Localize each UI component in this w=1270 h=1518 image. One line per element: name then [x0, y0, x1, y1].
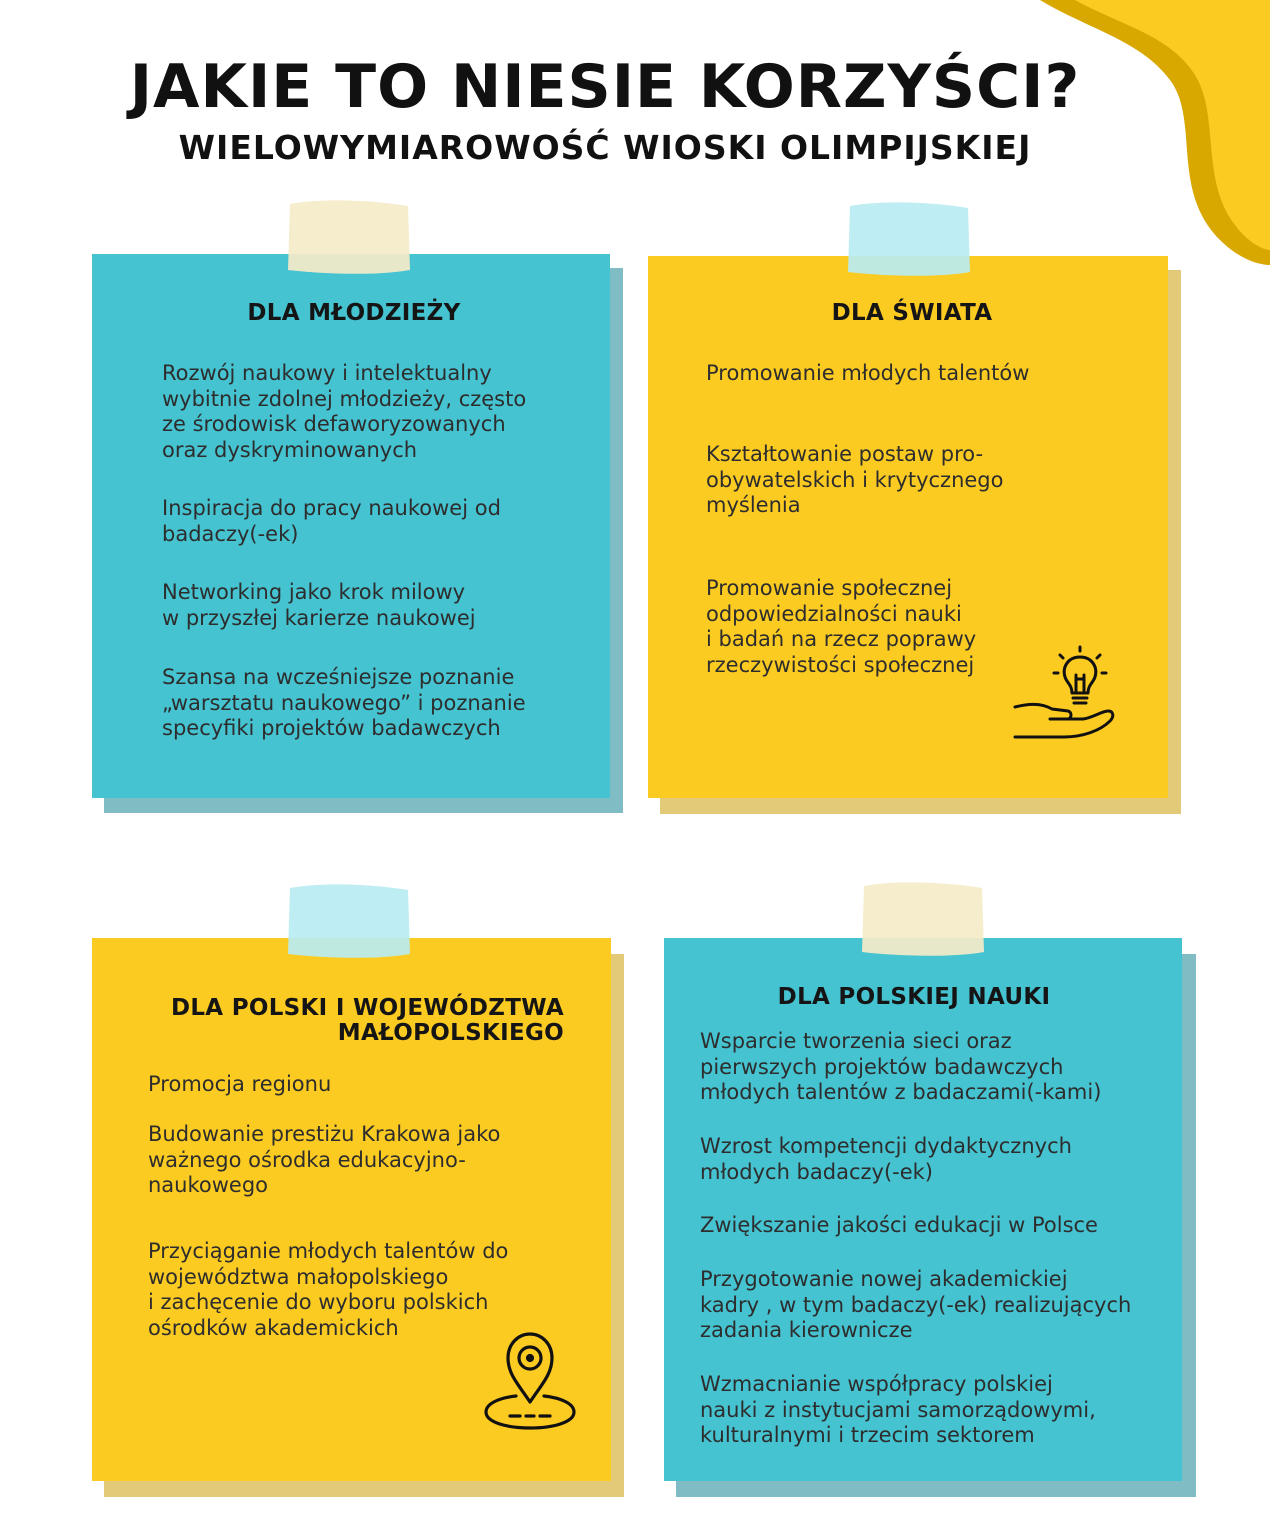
list-item: Budowanie prestiżu Krakowa jako ważnego ośrodka edukacyjno- naukowego: [148, 1122, 501, 1197]
hand-lightbulb-icon: [1010, 645, 1120, 745]
card-title: DLA POLSKIEJ NAUKI: [777, 984, 1051, 1010]
card-title: DLA MŁODZIEŻY: [247, 300, 461, 326]
card-title: DLA POLSKI I WOJEWÓDZTWA MAŁOPOLSKIEGO: [170, 995, 564, 1046]
tape-strip: [842, 200, 976, 280]
page-title: JAKIE TO NIESIE KORZYŚCI?: [129, 52, 1081, 122]
list-item: Rozwój naukowy i intelektualny wybitnie zdolnej młodzieży, często ze środowisk defaworyzowanych oraz dyskryminowanych: [162, 361, 527, 462]
location-pin-icon: [480, 1332, 580, 1432]
list-item: Wzmacnianie współpracy polskiej nauki z instytucjami samorządowymi, kulturalnymi i trzecim sektorem: [700, 1372, 1096, 1447]
list-item: Przyciąganie młodych talentów do województwa małopolskiego i zachęcenie do wyboru polskich ośrodków akademickich: [148, 1239, 509, 1340]
list-item: Networking jako krok milowy w przyszłej karierze naukowej: [162, 580, 476, 630]
list-item: Wzrost kompetencji dydaktycznych młodych badaczy(-ek): [700, 1134, 1072, 1184]
list-item: Promowanie społecznej odpowiedzialności nauki i badań na rzecz poprawy rzeczywistości społecznej: [706, 576, 977, 677]
tape-strip: [856, 880, 990, 960]
list-item: Szansa na wcześniejsze poznanie „warsztatu naukowego” i poznanie specyfiki projektów badawczych: [162, 665, 526, 740]
list-item: Promocja regionu: [148, 1072, 332, 1096]
tape-strip: [282, 882, 416, 962]
list-item: Kształtowanie postaw pro- obywatelskich i krytycznego myślenia: [706, 442, 1004, 517]
page-subtitle: WIELOWYMIAROWOŚĆ WIOSKI OLIMPIJSKIEJ: [178, 128, 1032, 167]
tape-strip: [282, 198, 416, 278]
list-item: Wsparcie tworzenia sieci oraz pierwszych projektów badawczych młodych talentów z badaczami(-kami): [700, 1029, 1102, 1104]
list-item: Inspiracja do pracy naukowej od badaczy(-ek): [162, 496, 501, 546]
list-item: Zwiększanie jakości edukacji w Polsce: [700, 1213, 1098, 1237]
list-item: Promowanie młodych talentów: [706, 361, 1030, 385]
card-title: DLA ŚWIATA: [831, 300, 993, 326]
list-item: Przygotowanie nowej akademickiej kadry , w tym badaczy(-ek) realizujących zadania kierownicze: [700, 1267, 1132, 1342]
